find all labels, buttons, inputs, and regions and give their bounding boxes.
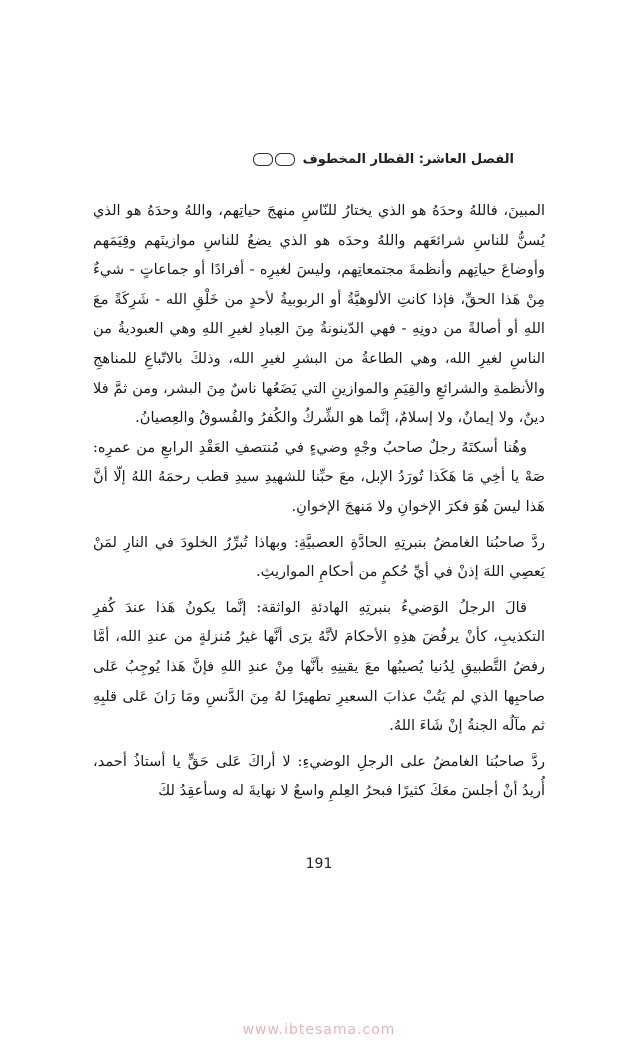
paragraph-5: ردَّ صاحبُنا الغامضُ على الرجلِ الوضيءِ: لا أراكَ عَلى حَقٍّ يا أستاذُ أحمد، أُريدُ أنْ أجلسَ معَكَ كثيرًا فبحرُ العِلمِ واسعٌ لا نهايةَ له وسأعقِدُ لكَ <box>93 752 545 800</box>
chapter-title: الفصل العاشر: القطار المخطوف <box>302 152 514 167</box>
watermark: www.ibtesama.com <box>242 1022 396 1038</box>
paragraph-2: وهُنا أسكتَهُ رجلٌ صاحبُ وجْهٍ وضيءٍ في مُنتصفِ العَقْدِ الرابعِ من عمرِه: صَهْ يا أخِي مَا هَكَذا تُورَدُ الإبل، معَ حبِّنا للشهيدِ سيدِ قطب رحمَهُ اللهُ إلّا أنَّ هَذا ليسَ هُوَ فكرَ الإخوانِ ولا مَنهجَ الإخوانِ. <box>93 438 545 515</box>
paragraph-1: المبينَ، فاللهُ وحدَهُ هو الذي يختارُ للنّاسِ منهجَ حياتِهم، واللهُ وحدَهُ هو الذي يُسنُّ للناسِ شرائعَهم واللهُ وحدَه هو الذي يضعُ للناسِ موازينَهم وقِيَمَهم وأوضاعَ حياتِهم وأنظمةَ مجتمعاتِهم، وليسَ لغيرِه - أفرادًا أو جماعاتٍ - شيءٌ مِنْ هَذا الحقِّ، فإذا كانتِ الألوهيَّةُ أو الربوبيةُ لأحدٍ من خَلْقِ الله - شَرِكَةً معَ اللهِ أو أصالةً من دونِهِ - فهي الدّينونةُ مِنَ العِبادِ لغيرِ اللهِ وهي العبوديةُ من الناسِ لغيرِ الله، وهي الطاعةُ من البشرِ لغيرِ الله، وذلكَ بالاتّباعِ للمناهجِ والأنظمةِ والشرائعِ والقِيَمِ والموازينِ التي يَضَعُها ناسٌ مِنَ البشر، ومن ثمَّ فلا دينٌ، ولا إيمانٌ، ولا إسلامٌ، إنَّما هو الشِّركُ والكُفرُ والفُسوقُ والعِصيانُ. <box>93 202 545 427</box>
running-header <box>253 152 514 167</box>
paragraph-3: ردَّ صاحبُنا الغامضُ بنبرتِهِ الحادَّةِ العصبيَّةِ: وبهاذا تُبرِّرُ الخلودَ في النارِ لمَنْ يَعصِي اللهَ إذنْ في أيِّ حُكمٍ من أحكامِ المواريثِ. <box>93 533 545 581</box>
paragraph-4: قالَ الرجلُ الوَضيءُ بنبرتِهِ الهادئةِ الواثقة: إنَّما يكونُ هَذا عندَ كُفرِ التكذيبِ، كأنْ يرفُضَ هذِهِ الأحكامَ لأنَّهُ يرَى أنَّها غيرُ مُنزلةٍ من عندِ الله، أمَّا رفضُ التَّطبيقِ لِدُنيا يُصيبُها معَ يقينِهِ بأنَّها مِنْ عندِ اللهِ فإنَّ هَذا يُوجِبُ عَلى صاحبِها الذي لم يَتُبْ عذابَ السعيرِ تطهيرًا لهُ مِنَ الدَّنسِ ومَا رَانَ عَلى قلبِهِ ثم مآلُه الجنةُ إنْ شَاءَ اللهُ. <box>93 598 545 735</box>
page-number: 191 <box>305 856 333 872</box>
ornament-box <box>253 153 273 166</box>
ornament-box <box>275 153 295 166</box>
header-ornament <box>253 153 295 166</box>
body-text <box>93 196 545 806</box>
